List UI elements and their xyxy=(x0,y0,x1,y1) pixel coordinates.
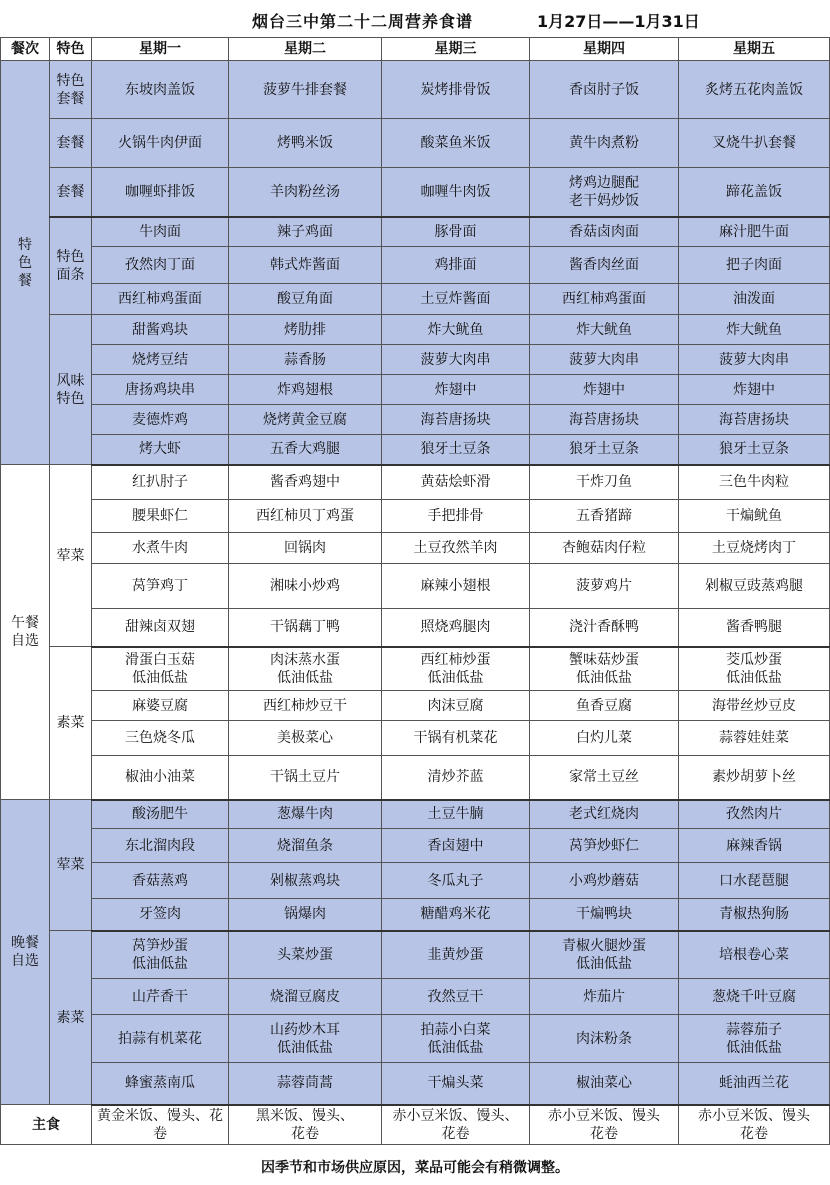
menu-cell: 炭烤排骨饭 xyxy=(382,61,530,119)
menu-cell: 香卤翅中 xyxy=(382,829,530,863)
menu-cell: 酱香肉丝面 xyxy=(530,247,679,284)
menu-cell: 三色烧冬瓜 xyxy=(92,721,229,756)
menu-cell: 海苔唐扬块 xyxy=(530,405,679,435)
menu-cell: 头菜炒蛋 xyxy=(229,931,382,979)
menu-cell: 土豆孜然羊肉 xyxy=(382,533,530,564)
menu-cell: 椒油小油菜 xyxy=(92,756,229,800)
staple-cell: 赤小豆米饭、馒头、 花卷 xyxy=(382,1105,530,1145)
menu-cell: 海苔唐扬块 xyxy=(679,405,830,435)
menu-cell: 韭黄炒蛋 xyxy=(382,931,530,979)
menu-cell: 葱烧千叶豆腐 xyxy=(679,979,830,1015)
menu-cell: 叉烧牛扒套餐 xyxy=(679,119,830,168)
menu-cell: 烤肋排 xyxy=(229,315,382,345)
menu-cell: 烧溜鱼条 xyxy=(229,829,382,863)
footer-note: 因季节和市场供应原因，菜品可能会有稍微调整。 xyxy=(261,1160,569,1176)
table-row xyxy=(1,247,830,284)
menu-cell: 老式红烧肉 xyxy=(530,800,679,829)
menu-cell: 牛肉面 xyxy=(92,217,229,247)
menu-cell: 炸大鱿鱼 xyxy=(679,315,830,345)
menu-cell: 拍蒜有机菜花 xyxy=(92,1015,229,1063)
menu-cell: 西红柿贝丁鸡蛋 xyxy=(229,500,382,533)
menu-cell: 酸菜鱼米饭 xyxy=(382,119,530,168)
menu-cell: 拍蒜小白菜 低油低盐 xyxy=(382,1015,530,1063)
table-row xyxy=(1,405,830,435)
category-special-set: 特色 套餐 xyxy=(50,61,92,119)
section-dinner: 晚餐 自选 xyxy=(1,800,50,1105)
menu-cell: 五香大鸡腿 xyxy=(229,435,382,465)
menu-cell: 素炒胡萝卜丝 xyxy=(679,756,830,800)
menu-cell: 羊肉粉丝汤 xyxy=(229,168,382,217)
menu-cell: 烧溜豆腐皮 xyxy=(229,979,382,1015)
table-row xyxy=(1,217,830,247)
menu-cell: 牙签肉 xyxy=(92,899,229,931)
menu-cell: 黄牛肉煮粉 xyxy=(530,119,679,168)
menu-cell: 黄菇烩虾滑 xyxy=(382,465,530,500)
menu-cell: 海苔唐扬块 xyxy=(382,405,530,435)
menu-cell: 锅爆肉 xyxy=(229,899,382,931)
title-row xyxy=(0,0,830,37)
category-dinner-meat: 荤菜 xyxy=(50,800,92,931)
menu-cell: 肉沫粉条 xyxy=(530,1015,679,1063)
menu-cell: 酸汤肥牛 xyxy=(92,800,229,829)
menu-cell: 蟹味菇炒蛋 低油低盐 xyxy=(530,647,679,691)
menu-cell: 回锅肉 xyxy=(229,533,382,564)
menu-cell: 西红柿鸡蛋面 xyxy=(92,284,229,315)
menu-cell: 湘味小炒鸡 xyxy=(229,564,382,609)
menu-cell: 麻汁肥牛面 xyxy=(679,217,830,247)
menu-cell: 剁椒蒸鸡块 xyxy=(229,863,382,899)
menu-cell: 狼牙土豆条 xyxy=(530,435,679,465)
date-range: 1月27日——1月31日 xyxy=(537,12,700,31)
category-dinner-veg: 素菜 xyxy=(50,931,92,1105)
table-row xyxy=(1,863,830,899)
menu-cell: 烧烤黄金豆腐 xyxy=(229,405,382,435)
menu-cell: 五香猪蹄 xyxy=(530,500,679,533)
menu-cell: 把子肉面 xyxy=(679,247,830,284)
menu-cell: 莴笋炒虾仁 xyxy=(530,829,679,863)
section-special: 特 色 餐 xyxy=(1,61,50,465)
menu-cell: 菠萝牛排套餐 xyxy=(229,61,382,119)
menu-cell: 炸茄片 xyxy=(530,979,679,1015)
menu-cell: 香菇蒸鸡 xyxy=(92,863,229,899)
category-set: 套餐 xyxy=(50,168,92,217)
menu-table xyxy=(0,37,830,1145)
table-row xyxy=(1,284,830,315)
category-set: 套餐 xyxy=(50,119,92,168)
menu-cell: 干锅藕丁鸭 xyxy=(229,609,382,647)
menu-cell: 西红柿炒蛋 低油低盐 xyxy=(382,647,530,691)
column-header-thursday: 星期四 xyxy=(530,38,679,61)
menu-cell: 土豆牛腩 xyxy=(382,800,530,829)
column-header-tuesday: 星期二 xyxy=(229,38,382,61)
table-row xyxy=(1,899,830,931)
menu-cell: 培根卷心菜 xyxy=(679,931,830,979)
menu-cell: 烧烤豆结 xyxy=(92,345,229,375)
menu-cell: 蹄花盖饭 xyxy=(679,168,830,217)
menu-cell: 狼牙土豆条 xyxy=(679,435,830,465)
staple-cell: 黄金米饭、馒头、花卷 xyxy=(92,1105,229,1145)
staple-cell: 赤小豆米饭、馒头 花卷 xyxy=(530,1105,679,1145)
menu-cell: 麻辣香锅 xyxy=(679,829,830,863)
menu-cell: 青椒火腿炒蛋 低油低盐 xyxy=(530,931,679,979)
menu-cell: 照烧鸡腿肉 xyxy=(382,609,530,647)
menu-cell: 西红柿炒豆干 xyxy=(229,691,382,721)
menu-cell: 蜂蜜蒸南瓜 xyxy=(92,1063,229,1105)
table-row xyxy=(1,1105,830,1145)
menu-cell: 烤鸡边腿配 老干妈炒饭 xyxy=(530,168,679,217)
menu-cell: 莴笋炒蛋 低油低盐 xyxy=(92,931,229,979)
menu-cell: 菠萝大肉串 xyxy=(530,345,679,375)
menu-cell: 青椒热狗肠 xyxy=(679,899,830,931)
menu-cell: 土豆炸酱面 xyxy=(382,284,530,315)
table-row xyxy=(1,609,830,647)
menu-cell: 甜辣卤双翅 xyxy=(92,609,229,647)
menu-cell: 蒜蓉娃娃菜 xyxy=(679,721,830,756)
section-lunch: 午餐 自选 xyxy=(1,465,50,800)
column-header-type: 特色 xyxy=(50,38,92,61)
table-row xyxy=(1,345,830,375)
menu-cell: 山芹香干 xyxy=(92,979,229,1015)
menu-cell: 山药炒木耳 低油低盐 xyxy=(229,1015,382,1063)
menu-cell: 蒜蓉茄子 低油低盐 xyxy=(679,1015,830,1063)
menu-cell: 干炸刀鱼 xyxy=(530,465,679,500)
menu-cell: 炸翅中 xyxy=(382,375,530,405)
menu-cell: 麻辣小翅根 xyxy=(382,564,530,609)
menu-cell: 冬瓜丸子 xyxy=(382,863,530,899)
menu-cell: 甜酱鸡块 xyxy=(92,315,229,345)
table-row xyxy=(1,465,830,500)
menu-cell: 唐扬鸡块串 xyxy=(92,375,229,405)
menu-cell: 豚骨面 xyxy=(382,217,530,247)
menu-cell: 咖喱牛肉饭 xyxy=(382,168,530,217)
menu-cell: 莴笋鸡丁 xyxy=(92,564,229,609)
menu-cell: 干煸鸭块 xyxy=(530,899,679,931)
table-row xyxy=(1,315,830,345)
menu-cell: 三色牛肉粒 xyxy=(679,465,830,500)
menu-cell: 水煮牛肉 xyxy=(92,533,229,564)
menu-cell: 蚝油西兰花 xyxy=(679,1063,830,1105)
menu-cell: 咖喱虾排饭 xyxy=(92,168,229,217)
column-header-meal: 餐次 xyxy=(1,38,50,61)
menu-cell: 炸大鱿鱼 xyxy=(530,315,679,345)
menu-cell: 韩式炸酱面 xyxy=(229,247,382,284)
menu-cell: 浇汁香酥鸭 xyxy=(530,609,679,647)
staple-cell: 黑米饭、馒头、 花卷 xyxy=(229,1105,382,1145)
menu-cell: 肉沫豆腐 xyxy=(382,691,530,721)
table-row xyxy=(1,564,830,609)
menu-cell: 干煸头菜 xyxy=(382,1063,530,1105)
table-row xyxy=(1,829,830,863)
menu-cell: 土豆烧烤肉丁 xyxy=(679,533,830,564)
page-title: 烟台三中第二十二周营养食谱 xyxy=(252,12,474,31)
menu-cell: 辣子鸡面 xyxy=(229,217,382,247)
menu-cell: 干煸鱿鱼 xyxy=(679,500,830,533)
menu-cell: 蒜香肠 xyxy=(229,345,382,375)
category-lunch-meat: 荤菜 xyxy=(50,465,92,647)
table-row xyxy=(1,691,830,721)
menu-cell: 烤鸭米饭 xyxy=(229,119,382,168)
menu-cell: 酸豆角面 xyxy=(229,284,382,315)
column-header-wednesday: 星期三 xyxy=(382,38,530,61)
menu-cell: 小鸡炒蘑菇 xyxy=(530,863,679,899)
menu-cell: 炸翅中 xyxy=(679,375,830,405)
column-header-monday: 星期一 xyxy=(92,38,229,61)
menu-cell: 菠萝大肉串 xyxy=(382,345,530,375)
menu-cell: 酱香鸭腿 xyxy=(679,609,830,647)
menu-cell: 孜然豆干 xyxy=(382,979,530,1015)
menu-cell: 炙烤五花肉盖饭 xyxy=(679,61,830,119)
menu-cell: 鸡排面 xyxy=(382,247,530,284)
menu-cell: 油泼面 xyxy=(679,284,830,315)
menu-cell: 东北溜肉段 xyxy=(92,829,229,863)
menu-cell: 腰果虾仁 xyxy=(92,500,229,533)
menu-cell: 酱香鸡翅中 xyxy=(229,465,382,500)
menu-cell: 狼牙土豆条 xyxy=(382,435,530,465)
menu-cell: 海带丝炒豆皮 xyxy=(679,691,830,721)
table-row xyxy=(1,375,830,405)
menu-cell: 菠萝大肉串 xyxy=(679,345,830,375)
category-flavor-special: 风味 特色 xyxy=(50,315,92,465)
header-row xyxy=(1,38,830,61)
table-row xyxy=(1,533,830,564)
column-header-friday: 星期五 xyxy=(679,38,830,61)
menu-cell: 干锅土豆片 xyxy=(229,756,382,800)
menu-cell: 炸鸡翅根 xyxy=(229,375,382,405)
table-row xyxy=(1,168,830,217)
menu-cell: 干锅有机菜花 xyxy=(382,721,530,756)
table-row xyxy=(1,119,830,168)
menu-cell: 红扒肘子 xyxy=(92,465,229,500)
menu-cell: 剁椒豆豉蒸鸡腿 xyxy=(679,564,830,609)
table-row xyxy=(1,1015,830,1063)
menu-cell: 孜然肉片 xyxy=(679,800,830,829)
menu-cell: 鱼香豆腐 xyxy=(530,691,679,721)
menu-cell: 白灼儿菜 xyxy=(530,721,679,756)
table-row xyxy=(1,756,830,800)
menu-cell: 杏鲍菇肉仔粒 xyxy=(530,533,679,564)
menu-cell: 糖醋鸡米花 xyxy=(382,899,530,931)
section-staple: 主食 xyxy=(1,1105,92,1145)
menu-cell: 孜然肉丁面 xyxy=(92,247,229,284)
menu-cell: 香卤肘子饭 xyxy=(530,61,679,119)
table-row xyxy=(1,435,830,465)
table-row xyxy=(1,647,830,691)
table-row xyxy=(1,721,830,756)
menu-cell: 家常土豆丝 xyxy=(530,756,679,800)
menu-cell: 炸翅中 xyxy=(530,375,679,405)
table-row xyxy=(1,61,830,119)
menu-cell: 椒油菜心 xyxy=(530,1063,679,1105)
table-row xyxy=(1,931,830,979)
menu-cell: 烤大虾 xyxy=(92,435,229,465)
table-row xyxy=(1,979,830,1015)
menu-cell: 麻婆豆腐 xyxy=(92,691,229,721)
menu-cell: 蒜蓉茼蒿 xyxy=(229,1063,382,1105)
menu-cell: 清炒芥蓝 xyxy=(382,756,530,800)
menu-cell: 肉沫蒸水蛋 低油低盐 xyxy=(229,647,382,691)
menu-cell: 手把排骨 xyxy=(382,500,530,533)
category-lunch-veg: 素菜 xyxy=(50,647,92,800)
menu-cell: 滑蛋白玉菇 低油低盐 xyxy=(92,647,229,691)
menu-cell: 东坡肉盖饭 xyxy=(92,61,229,119)
table-row xyxy=(1,500,830,533)
menu-cell: 香菇卤肉面 xyxy=(530,217,679,247)
menu-cell: 西红柿鸡蛋面 xyxy=(530,284,679,315)
staple-cell: 赤小豆米饭、馒头 花卷 xyxy=(679,1105,830,1145)
table-row xyxy=(1,800,830,829)
menu-cell: 美极菜心 xyxy=(229,721,382,756)
table-row xyxy=(1,1063,830,1105)
menu-cell: 口水琵琶腿 xyxy=(679,863,830,899)
menu-cell: 炸大鱿鱼 xyxy=(382,315,530,345)
menu-cell: 火锅牛肉伊面 xyxy=(92,119,229,168)
menu-cell: 麦德炸鸡 xyxy=(92,405,229,435)
menu-cell: 菠萝鸡片 xyxy=(530,564,679,609)
category-special-noodles: 特色 面条 xyxy=(50,217,92,315)
menu-cell: 茭瓜炒蛋 低油低盐 xyxy=(679,647,830,691)
menu-cell: 葱爆牛肉 xyxy=(229,800,382,829)
